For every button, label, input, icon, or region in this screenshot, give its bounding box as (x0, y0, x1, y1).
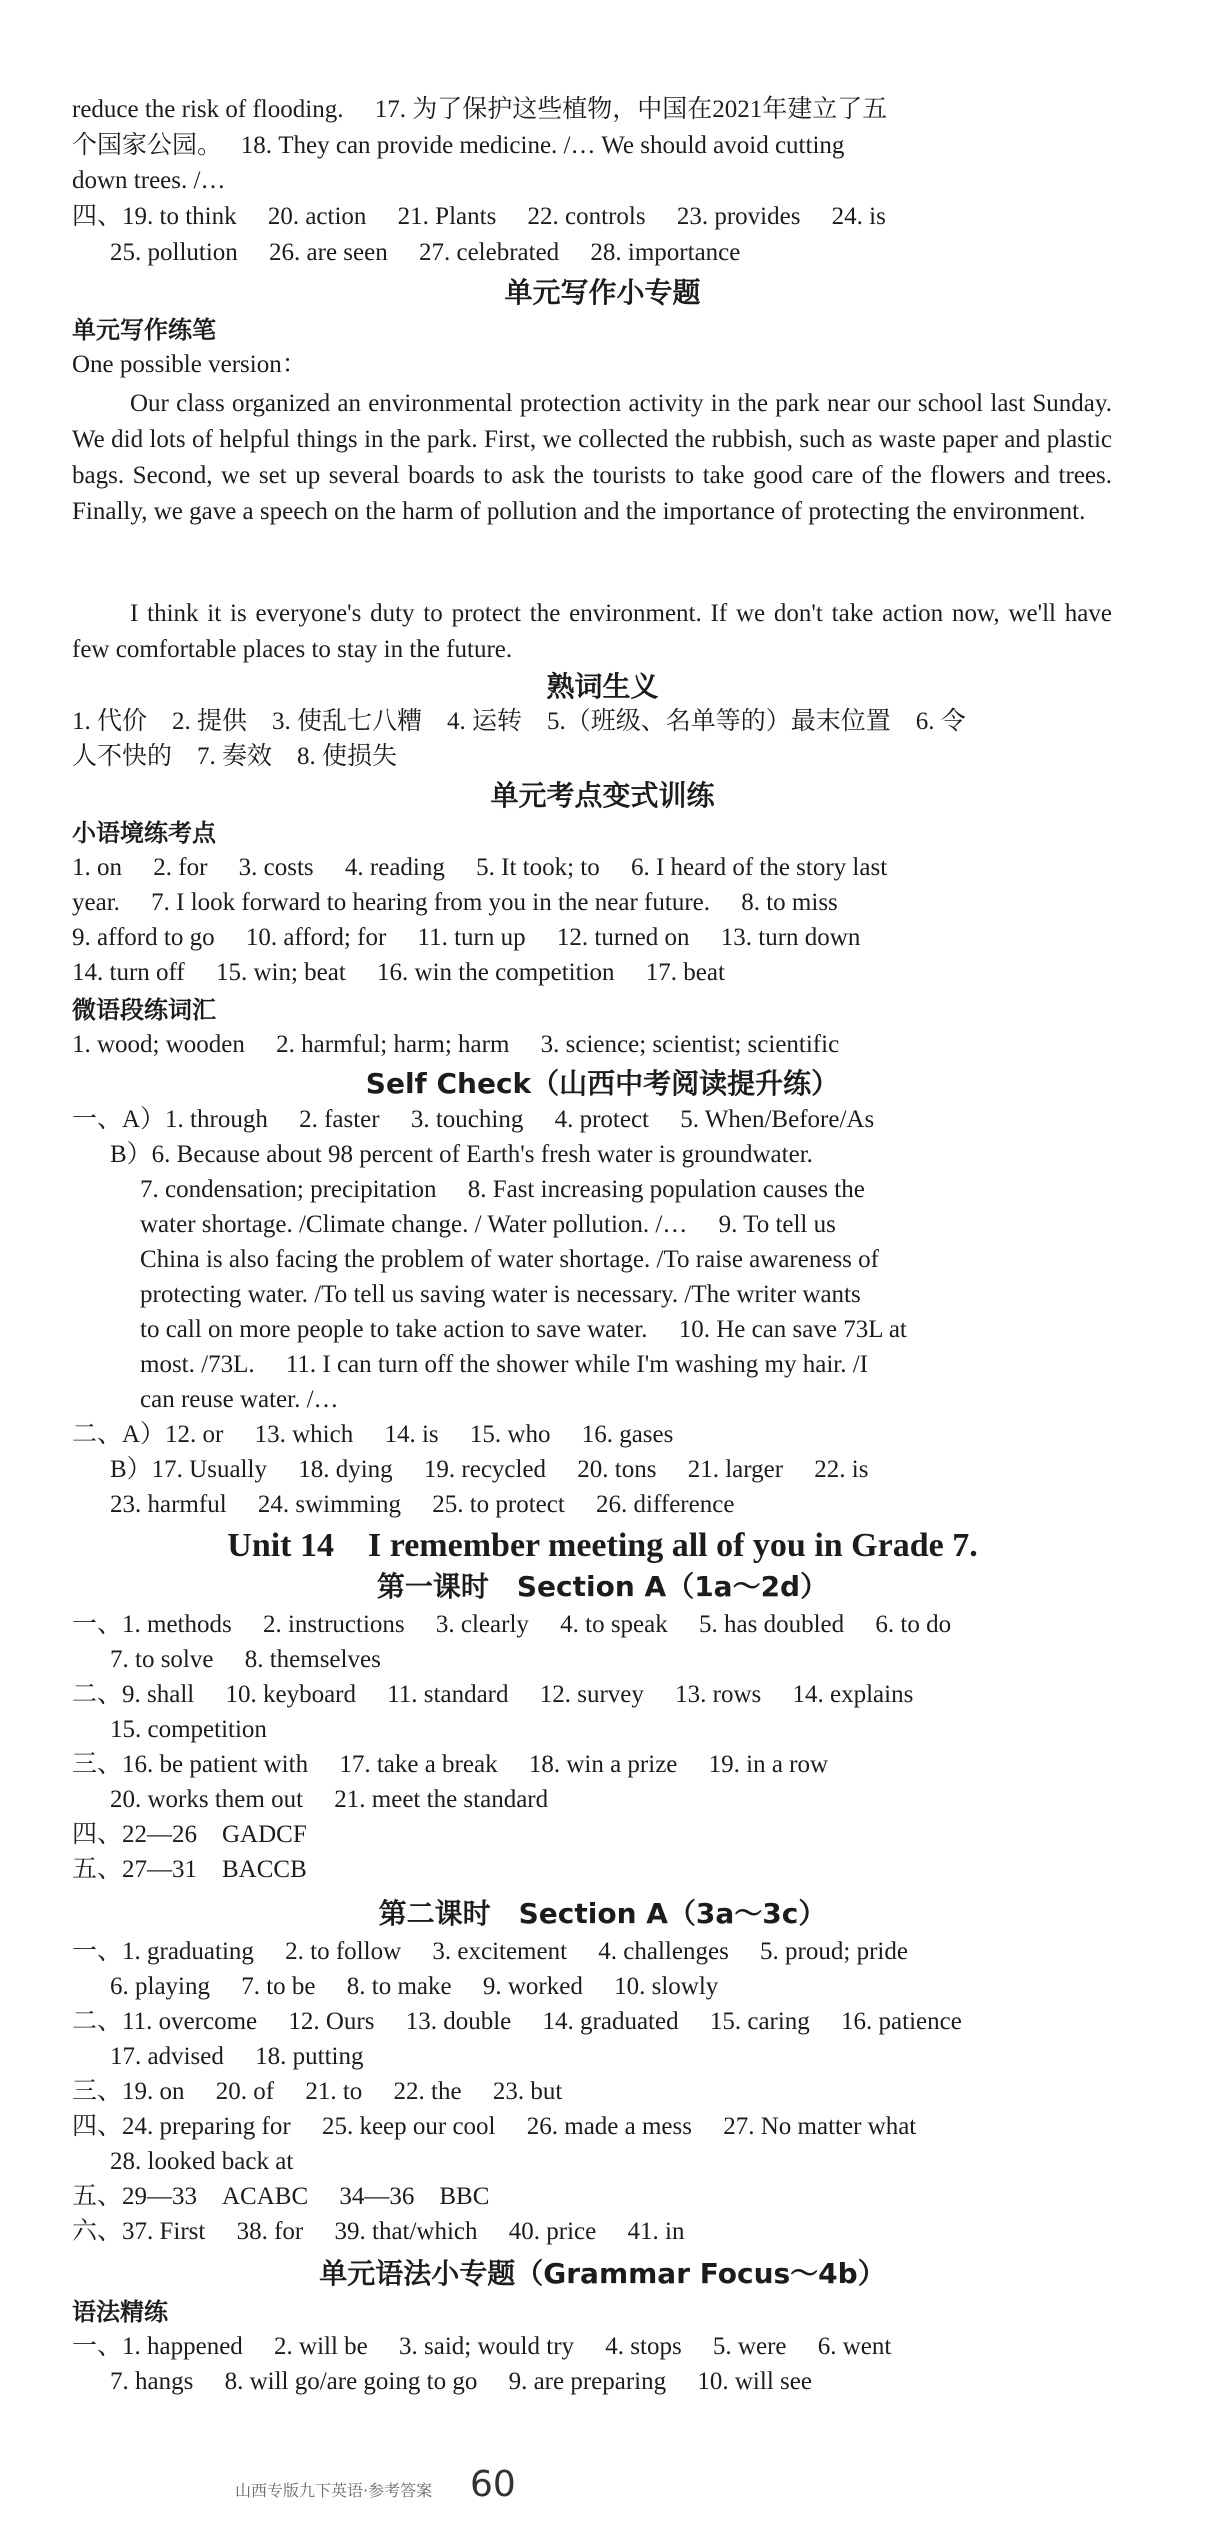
text-line: 人不快的 7. 奏效 8. 使损失 (72, 743, 398, 770)
writing-paragraph-1: Our class organized an environmental protection activity in the park near our school last Sunday. We did lots of helpful things in the park. First, we collected the rubbish, such as waste paper and plastic bags. Second, we set up several boards to ask the tourists to take good care of the flowers and trees. Finally, we gave a speech on the harm of pollution and the importance of protecting the environment. (72, 390, 1112, 525)
text-line: 四、19. to think 20. action 21. Plants 22. controls 23. provides 24. is (72, 203, 886, 230)
text-line: 一、1. happened 2. will be 3. said; would try 4. stops 5. were 6. went (72, 2333, 892, 2360)
text-line: water shortage. /Climate change. / Water pollution. /… 9. To tell us (140, 1211, 836, 1238)
section-heading-grammar: 单元语法小专题（Grammar Focus～4b） (319, 2257, 886, 2290)
text-line: 六、37. First 38. for 39. that/which 40. price 41. in (72, 2218, 685, 2245)
text-line: 一、1. methods 2. instructions 3. clearly 4. to speak 5. has doubled 6. to do (72, 1611, 952, 1638)
subheading-grammar-practice: 语法精练 (72, 2298, 168, 2326)
text-line: 1. on 2. for 3. costs 4. reading 5. It took; to 6. I heard of the story last (72, 854, 888, 881)
text-line: 一、A）1. through 2. faster 3. touching 4. protect 5. When/Before/As (72, 1106, 875, 1133)
text-line: to call on more people to take action to save water. 10. He can save 73L at (140, 1316, 907, 1343)
writing-paragraph-2: I think it is everyone's duty to protect the environment. If we don't take action now, we'll have few comfortable places to stay in the future. (72, 600, 1112, 663)
text-line: 7. condensation; precipitation 8. Fast increasing population causes the (140, 1176, 865, 1203)
text-line: 7. hangs 8. will go/are going to go 9. are preparing 10. will see (110, 2368, 812, 2395)
text-line: 二、9. shall 10. keyboard 11. standard 12. survey 13. rows 14. explains (72, 1681, 914, 1708)
subheading-context: 小语境练考点 (72, 819, 216, 847)
text-line: B）6. Because about 98 percent of Earth's fresh water is groundwater. (110, 1141, 813, 1168)
lesson-heading-2: 第二课时 Section A（3a～3c） (378, 1897, 827, 1930)
text-line: year. 7. I look forward to hearing from you in the near future. 8. to miss (72, 889, 838, 916)
text-line: 二、A）12. or 13. which 14. is 15. who 16. gases (72, 1421, 674, 1448)
text-line: can reuse water. /… (140, 1386, 339, 1413)
text-line: 四、24. preparing for 25. keep our cool 26. made a mess 27. No matter what (72, 2113, 917, 2140)
page-footer: 山西专版九下英语·参考答案 (235, 2481, 433, 2500)
section-heading-familiar-words: 熟词生义 (546, 670, 659, 703)
section-heading-writing: 单元写作小专题 (504, 276, 701, 309)
text-line: reduce the risk of flooding. 17. 为了保护这些植物，中国在2021年建立了五 (72, 96, 888, 123)
text-line: China is also facing the problem of water shortage. /To raise awareness of (140, 1246, 879, 1273)
unit-title: Unit 14 I remember meeting all of you in Grade 7. (227, 1527, 978, 1564)
page-number: 60 (470, 2464, 516, 2505)
subheading-vocab: 微语段练词汇 (72, 996, 216, 1024)
text-line: 二、11. overcome 12. Ours 13. double 14. graduated 15. caring 16. patience (72, 2008, 962, 2035)
text-line: 15. competition (110, 1716, 267, 1743)
section-heading-self-check: Self Check（山西中考阅读提升练） (365, 1067, 840, 1100)
text-line: most. /73L. 11. I can turn off the shower while I'm washing my hair. /I (140, 1351, 868, 1378)
text-line: B）17. Usually 18. dying 19. recycled 20. tons 21. larger 22. is (110, 1456, 869, 1483)
text-line: 三、16. be patient with 17. take a break 18. win a prize 19. in a row (72, 1751, 829, 1778)
text-line: 个国家公园。 18. They can provide medicine. /… We should avoid cutting (72, 132, 845, 159)
lesson-heading-1: 第一课时 Section A（1a～2d） (376, 1570, 829, 1603)
text-line: down trees. /… (72, 167, 226, 194)
text-line: 7. to solve 8. themselves (110, 1646, 381, 1673)
text-line: 23. harmful 24. swimming 25. to protect 26. difference (110, 1491, 735, 1518)
text-line: 6. playing 7. to be 8. to make 9. worked 10. slowly (110, 1973, 719, 2000)
text-line: 1. 代价 2. 提供 3. 使乱七八糟 4. 运转 5.（班级、名单等的）最末位置 6. 令 (72, 708, 966, 735)
text-line: 25. pollution 26. are seen 27. celebrated 28. importance (110, 239, 741, 266)
text-line: protecting water. /To tell us saving water is necessary. /The writer wants (140, 1281, 861, 1308)
text-line: 一、1. graduating 2. to follow 3. excitement 4. challenges 5. proud; pride (72, 1938, 908, 1965)
text-line: 五、29—33 ACABC 34—36 BBC (72, 2183, 490, 2210)
text-line: 20. works them out 21. meet the standard (110, 1786, 549, 1813)
subheading-writing-practice: 单元写作练笔 (72, 316, 216, 344)
section-heading-variation: 单元考点变式训练 (490, 779, 715, 812)
text-line: 五、27—31 BACCB (72, 1856, 307, 1883)
text-line: 28. looked back at (110, 2148, 294, 2175)
text-line: One possible version： (72, 351, 307, 378)
text-line: 17. advised 18. putting (110, 2043, 364, 2070)
text-line: 14. turn off 15. win; beat 16. win the competition 17. beat (72, 959, 725, 986)
text-line: 1. wood; wooden 2. harmful; harm; harm 3. science; scientist; scientific (72, 1031, 840, 1058)
text-line: 三、19. on 20. of 21. to 22. the 23. but (72, 2078, 563, 2105)
text-line: 四、22—26 GADCF (72, 1821, 307, 1848)
text-line: 9. afford to go 10. afford; for 11. turn up 12. turned on 13. turn down (72, 924, 861, 951)
